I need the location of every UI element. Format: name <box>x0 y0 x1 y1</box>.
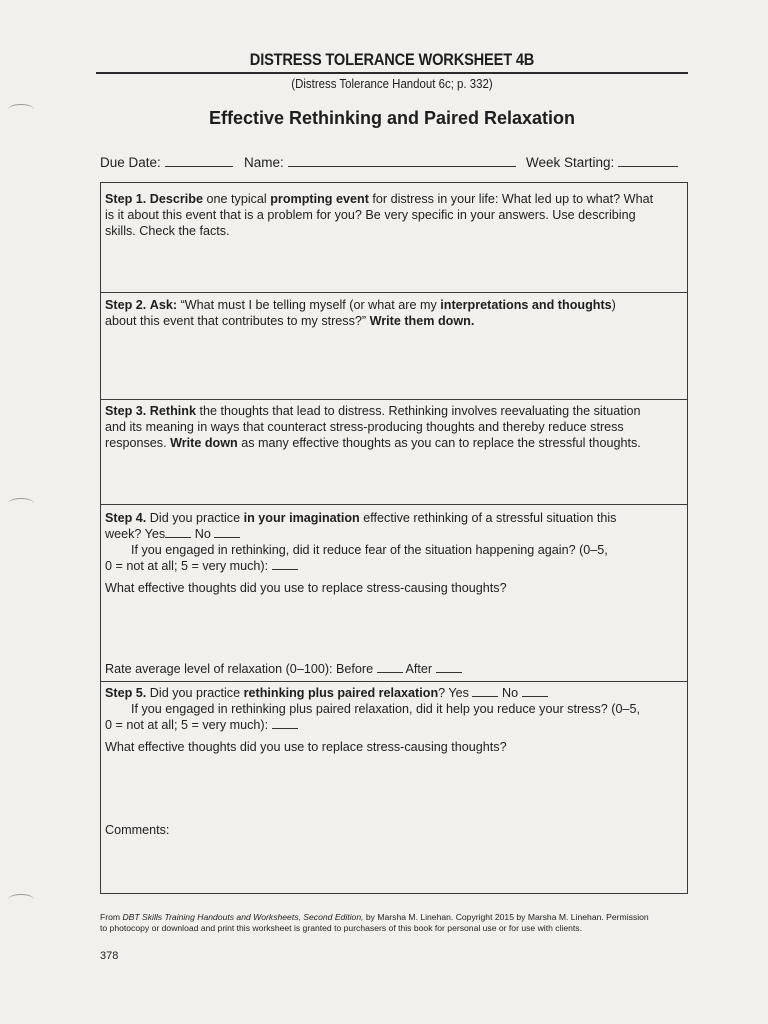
copyright-footer: From DBT Skills Training Handouts and Worksheets, Second Edition, by Marsha M. Linehan. Copyright 2015 by Marsha M. Linehan. Permission to photocopy or download and print this worksheet is granted to purchasers of this book for personal use or for use with clients. <box>100 912 649 933</box>
step-5-no-blank[interactable] <box>522 685 548 697</box>
step-5-stress-rating-blank[interactable] <box>272 717 298 729</box>
steps-table <box>100 182 688 894</box>
week-starting-label: Week Starting: <box>526 155 615 170</box>
step-2-text: Step 2. Ask: “What must I be telling myself (or what are my interpretations and thoughts) about this event that contributes to my stress?” Write them down. <box>105 298 616 328</box>
worksheet-heading: Effective Rethinking and Paired Relaxation <box>208 108 576 128</box>
step-2-section[interactable] <box>101 293 687 400</box>
step-4-no-blank[interactable] <box>214 526 240 538</box>
step-4-yes-blank[interactable] <box>165 526 191 538</box>
relaxation-after-blank[interactable] <box>436 661 462 673</box>
name-blank[interactable] <box>288 154 516 167</box>
punch-hole-mark <box>8 894 34 905</box>
due-date-label: Due Date: <box>100 155 161 170</box>
step-4-text: Step 4. Did you practice in your imagination effective rethinking of a stressful situation this week? Yes No If you engaged in rethinking, did it reduce fear of the situation happening again? (0–5, 0 = not at all; 5 = very much): What effective thoughts did you use to replace stress-causing thoughts? <box>105 511 617 595</box>
step-1-text: Step 1. Describe one typical prompting event for distress in your life: What led up to what? What is it about this event that is a problem for you? Be very specific in your answers. Use describing skills. Check the facts. <box>105 192 654 238</box>
name-label: Name: <box>244 155 284 170</box>
step-3-text: Step 3. Rethink the thoughts that lead to distress. Rethinking involves reevaluating the situation and its meaning in ways that counteract stress-producing thoughts and thereby reduce stress responses. Write down as many effective thoughts as you can to replace the stressful thoughts. <box>105 404 641 450</box>
step-1-section[interactable] <box>101 183 687 293</box>
due-date-field[interactable] <box>100 154 233 170</box>
title-rule <box>96 72 688 74</box>
relaxation-before-blank[interactable] <box>377 661 403 673</box>
step-4-section[interactable] <box>101 505 687 682</box>
comments-label: Comments: <box>105 823 170 837</box>
step-5-yes-blank[interactable] <box>472 685 498 697</box>
step-3-section[interactable] <box>101 400 687 505</box>
week-starting-field[interactable] <box>526 154 678 170</box>
handout-reference: (Distress Tolerance Handout 6c; p. 332) <box>291 76 493 91</box>
page-number: 378 <box>100 950 119 962</box>
punch-hole-mark <box>8 498 34 509</box>
step-5-section[interactable] <box>101 682 687 895</box>
worksheet-title: DISTRESS TOLERANCE WORKSHEET 4B <box>249 50 535 69</box>
step-4-fear-rating-blank[interactable] <box>272 558 298 570</box>
week-starting-blank[interactable] <box>618 154 678 167</box>
name-field[interactable] <box>244 154 516 170</box>
step-5-text: Step 5. Did you practice rethinking plus paired relaxation? Yes No If you engaged in rethinking plus paired relaxation, did it help you reduce your stress? (0–5, 0 = not at all; 5 = very much): What effective thoughts did you use to replace stress-causing thoughts? <box>105 686 640 754</box>
due-date-blank[interactable] <box>165 154 233 167</box>
punch-hole-mark <box>8 104 34 115</box>
step-4-rating: Rate average level of relaxation (0–100): Before After <box>105 661 683 677</box>
